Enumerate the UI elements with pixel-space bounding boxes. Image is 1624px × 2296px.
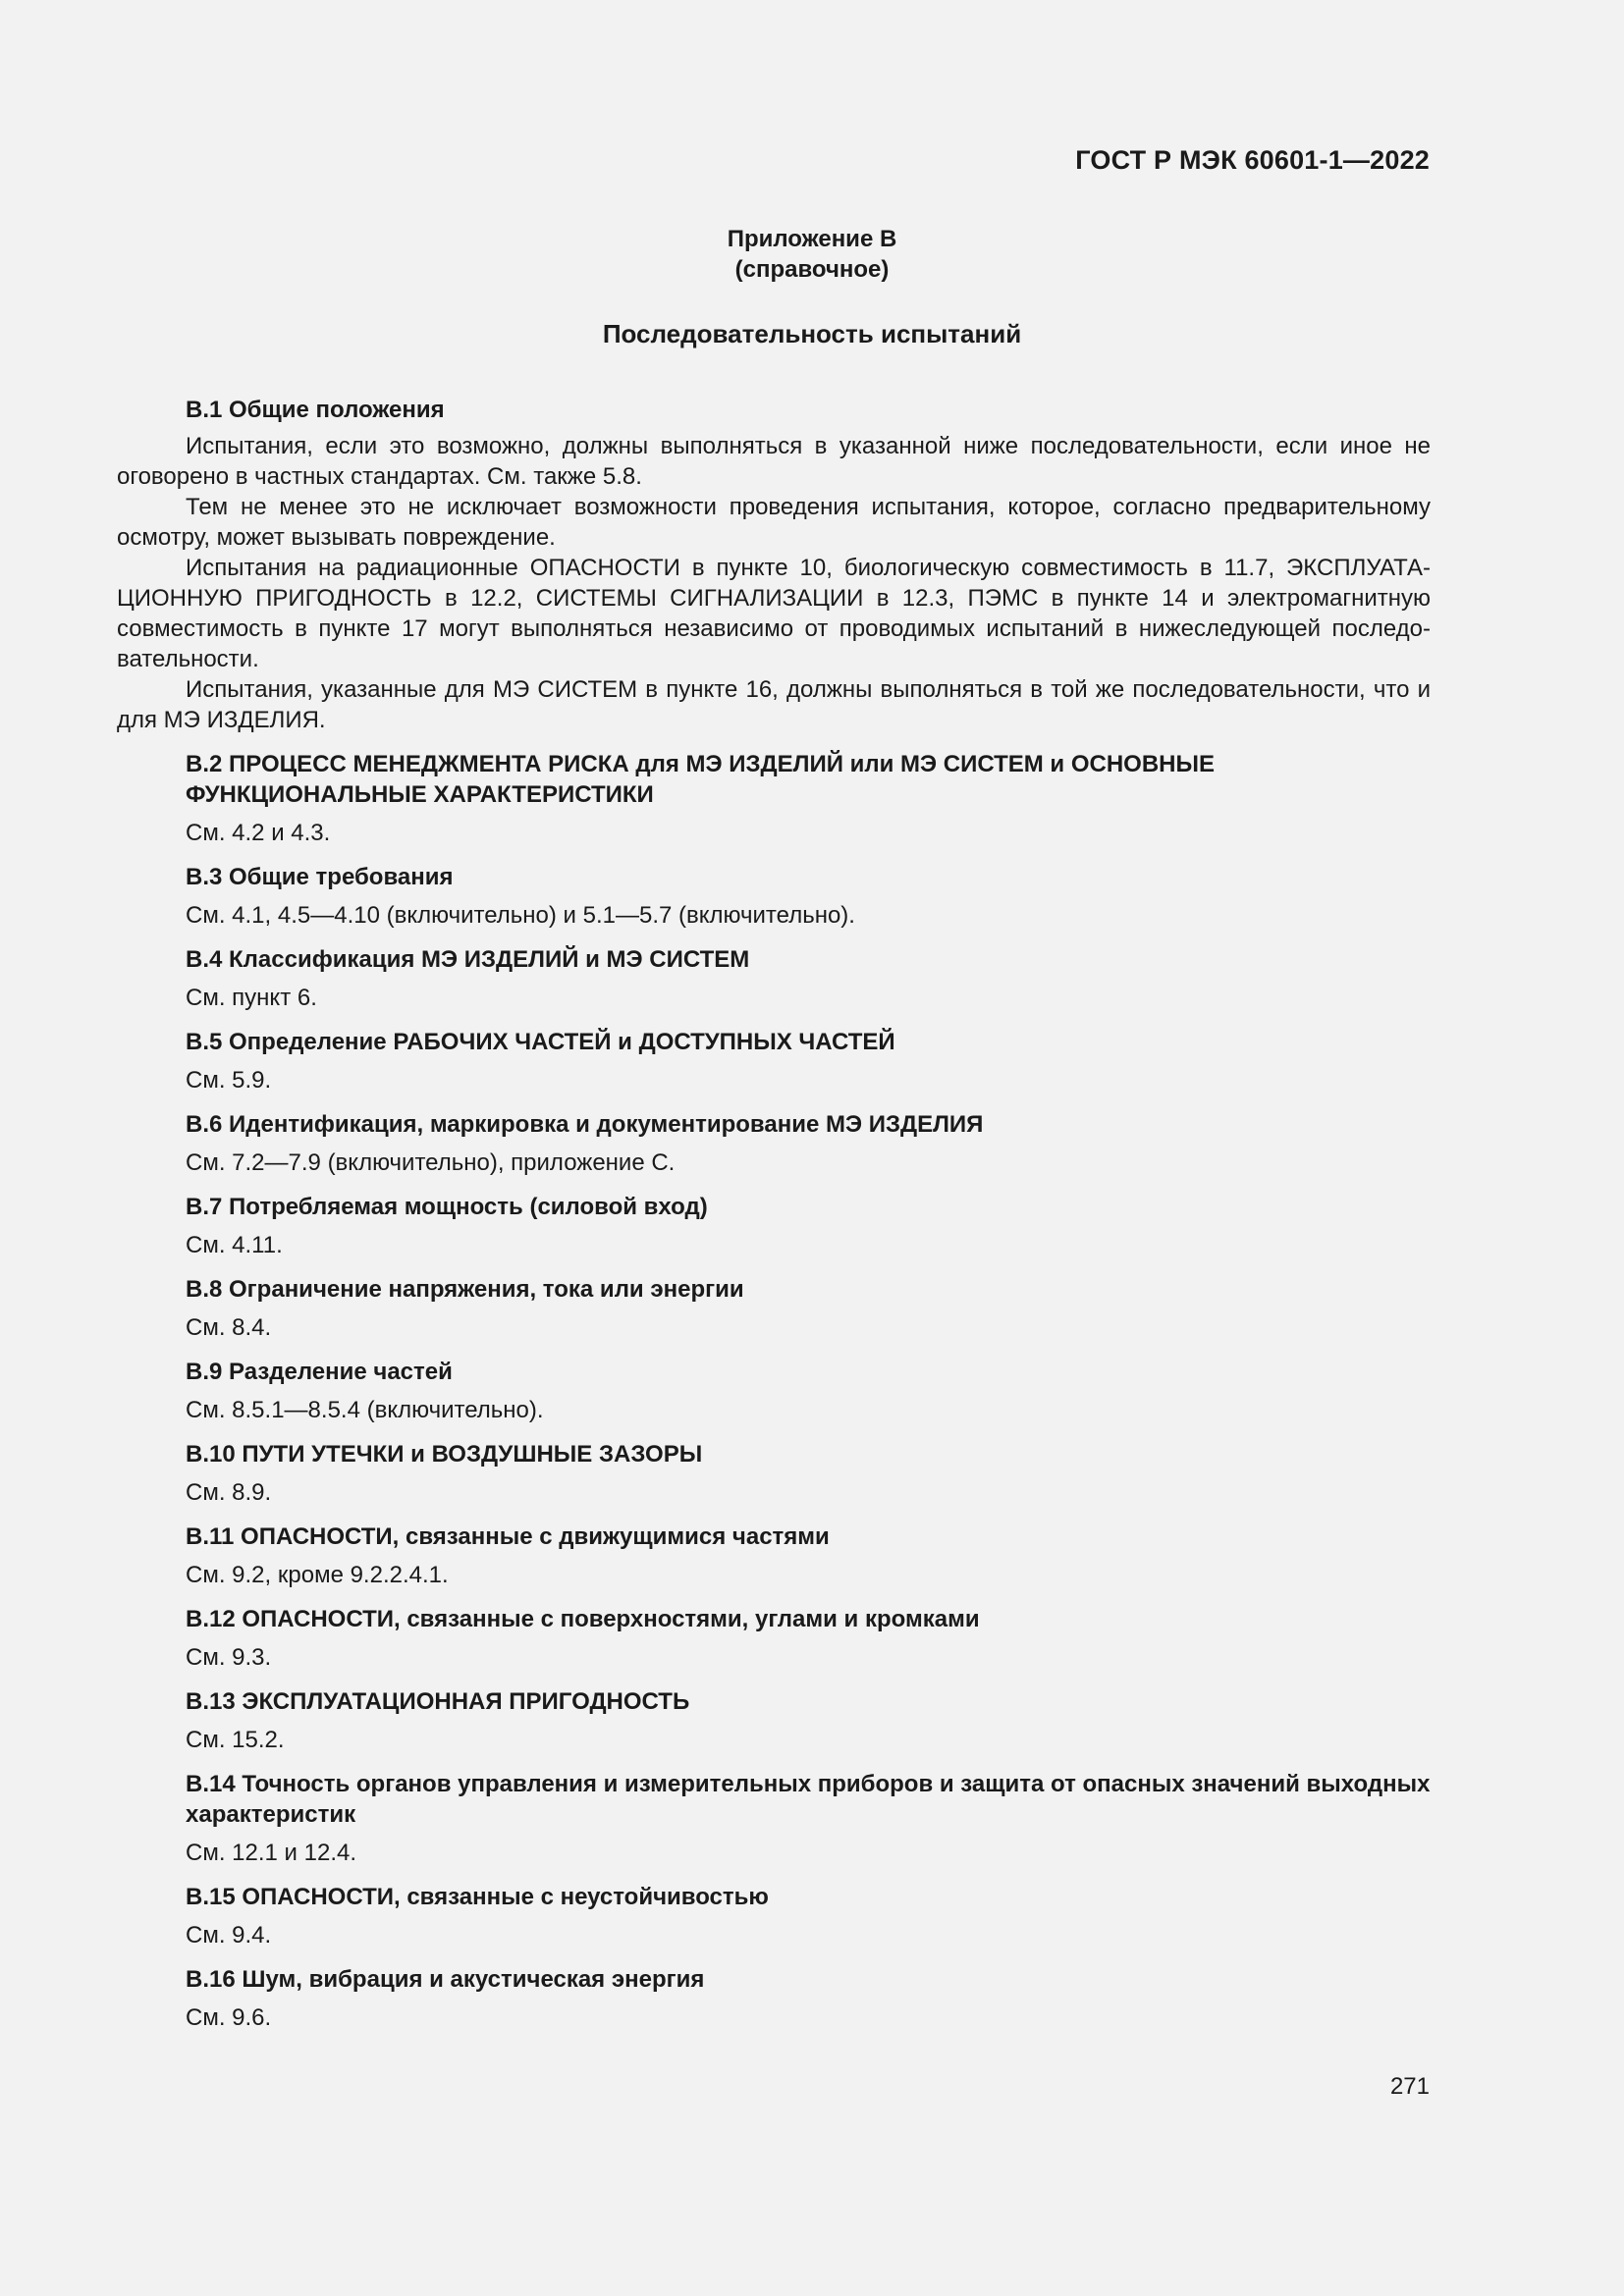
section-b9 <box>117 1357 1431 1425</box>
section-b11 <box>117 1522 1431 1590</box>
section-b12 <box>117 1604 1431 1673</box>
section-heading: В.3 Общие требования <box>186 864 454 890</box>
document-body <box>117 395 1431 2047</box>
section-reference: См. 4.11. <box>186 1232 283 1258</box>
annex-title: Последовательность испытаний <box>602 319 1022 348</box>
section-b10 <box>117 1439 1431 1508</box>
section-reference: См. 8.4. <box>186 1314 272 1341</box>
section-reference: См. 8.9. <box>186 1479 272 1506</box>
section-heading: В.6 Идентификация, маркировка и документирование МЭ ИЗДЕЛИЯ <box>186 1111 984 1138</box>
section-reference: См. 9.2, кроме 9.2.2.4.1. <box>186 1562 449 1588</box>
section-reference: См. 4.2 и 4.3. <box>186 820 331 846</box>
section-heading: В.9 Разделение частей <box>186 1359 453 1385</box>
section-reference: См. 8.5.1—8.5.4 (включительно). <box>186 1397 544 1423</box>
section-b14 <box>117 1769 1431 1868</box>
section-reference: См. 7.2—7.9 (включительно), приложение С. <box>186 1149 676 1176</box>
section-b2 <box>117 749 1431 848</box>
section-heading: В.12 ОПАСНОСТИ, связанные с поверхностями, углами и кромками <box>186 1606 980 1632</box>
section-b7 <box>117 1192 1431 1260</box>
section-heading: В.2 ПРОЦЕСС МЕНЕДЖМЕНТА РИСКА для МЭ ИЗДЕЛИЙ или МЭ СИСТЕМ и ОСНОВНЫЕ ФУНКЦИОНАЛЬНЫЕ ХАРАКТЕРИСТИКИ <box>186 751 1216 808</box>
section-heading: В.5 Определение РАБОЧИХ ЧАСТЕЙ и ДОСТУПНЫХ ЧАСТЕЙ <box>186 1029 895 1055</box>
section-b3 <box>117 862 1431 931</box>
section-reference: См. 9.3. <box>186 1644 272 1671</box>
section-b16 <box>117 1964 1431 2033</box>
section-reference: См. пункт 6. <box>186 985 317 1011</box>
doc-code-header: ГОСТ Р МЭК 60601-1—2022 <box>1075 145 1430 175</box>
section-reference: См. 9.4. <box>186 1922 272 1949</box>
section-reference: См. 4.1, 4.5—4.10 (включительно) и 5.1—5.7 (включительно). <box>186 902 855 929</box>
intro-paragraph-4: Испытания, указанные для МЭ СИСТЕМ в пункте 16, должны выполняться в той же последовательности, что и для МЭ ИЗДЕЛИЯ. <box>117 676 1431 733</box>
section-heading: В.14 Точность органов управления и измерительных приборов и защита от опасных значений выходных характеристик <box>186 1771 1431 1828</box>
section-b6 <box>117 1109 1431 1178</box>
annex-type: (справочное) <box>734 256 890 283</box>
section-heading: В.15 ОПАСНОСТИ, связанные с неустойчивостью <box>186 1884 769 1910</box>
page-number: 271 <box>1389 2073 1430 2100</box>
section-reference: См. 15.2. <box>186 1727 285 1753</box>
section-heading: В.11 ОПАСНОСТИ, связанные с движущимися частями <box>186 1523 830 1550</box>
annex-heading-block <box>0 224 1624 349</box>
section-heading: В.13 ЭКСПЛУАТАЦИОННАЯ ПРИГОДНОСТЬ <box>186 1688 690 1715</box>
section-heading-b1: В.1 Общие положения <box>186 397 445 423</box>
section-b5 <box>117 1027 1431 1095</box>
section-reference: См. 9.6. <box>186 2004 272 2031</box>
section-b4 <box>117 944 1431 1013</box>
section-reference: См. 5.9. <box>186 1067 272 1094</box>
section-heading: В.7 Потребляемая мощность (силовой вход) <box>186 1194 708 1220</box>
intro-paragraph-2: Тем не менее это не исключает возможности проведения испытания, которое, согласно предварительному осмотру, может вызывать повреждение. <box>117 494 1431 551</box>
section-heading: В.10 ПУТИ УТЕЧКИ и ВОЗДУШНЫЕ ЗАЗОРЫ <box>186 1441 703 1468</box>
section-heading: В.4 Классификация МЭ ИЗДЕЛИЙ и МЭ СИСТЕМ <box>186 946 750 973</box>
section-reference: См. 12.1 и 12.4. <box>186 1840 356 1866</box>
section-heading: В.8 Ограничение напряжения, тока или энергии <box>186 1276 744 1303</box>
annex-label: Приложение В <box>727 226 897 252</box>
section-heading: В.16 Шум, вибрация и акустическая энергия <box>186 1966 705 1993</box>
section-b13 <box>117 1686 1431 1755</box>
section-b8 <box>117 1274 1431 1343</box>
section-b15 <box>117 1882 1431 1950</box>
intro-paragraph-3: Испытания на радиационные ОПАСНОСТИ в пункте 10, биологическую совместимость в 11.7, ЭКСПЛУАТАЦИОННУЮ ПРИГОДНОСТЬ в 12.2, СИСТЕМЫ СИГНАЛИЗАЦИИ в 12.3, ПЭМС в пункте 14 и электромагнитную совместимость в пункте 17 могут выполняться независимо от проводимых испытаний в нижеследующей последовательности. <box>117 555 1431 672</box>
intro-paragraph-1: Испытания, если это возможно, должны выполняться в указанной ниже последовательности, если иное не оговорено в частных стандартах. См. также 5.8. <box>117 433 1431 490</box>
